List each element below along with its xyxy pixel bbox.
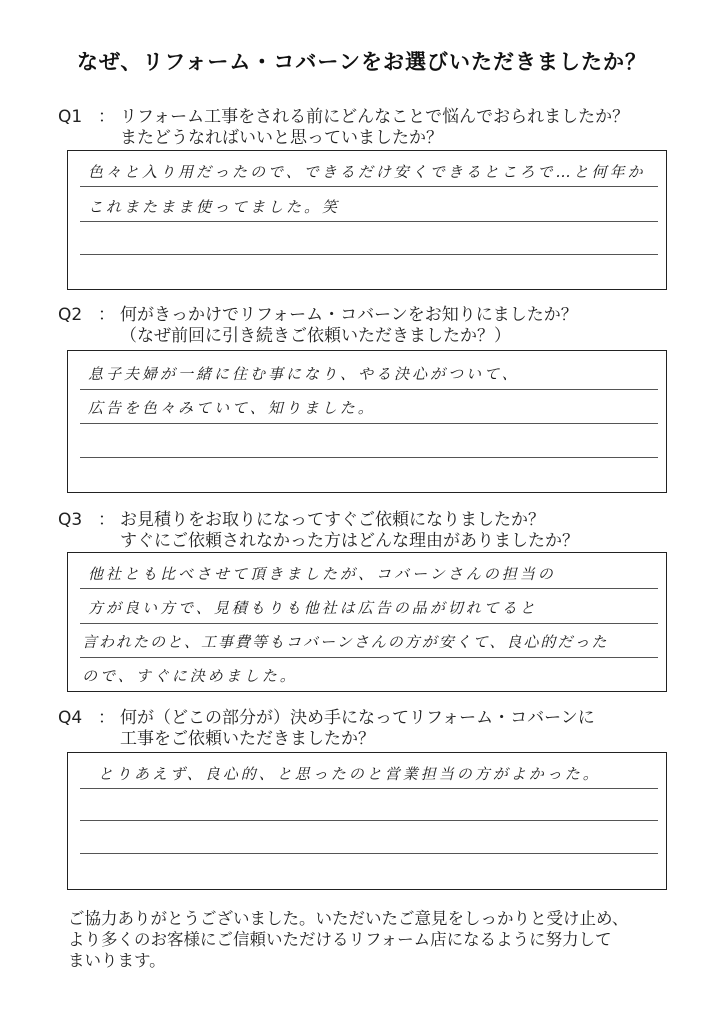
question-number: Q1 (58, 107, 83, 127)
question-number: Q4 (58, 708, 83, 728)
ruled-line (80, 820, 658, 821)
handwritten-answer-line: 方が良い方で、見積もりも他社は広告の品が切れてると (88, 599, 538, 617)
question-4 (58, 708, 595, 750)
question-text-line1: 何がきっかけでリフォーム・コバーンをお知りにましたか？ (120, 305, 578, 325)
question-text-line1: 何が（どこの部分が）決め手になってリフォーム・コバーンに (120, 708, 595, 728)
question-number: Q2 (58, 305, 83, 325)
question-colon: ： (98, 305, 115, 325)
handwritten-answer-line: 言われたのと、工事費等もコバーンさんの方が安くて、良心的だった (82, 633, 609, 651)
question-text-line2: すぐにご依頼されなかった方はどんな理由がありましたか？ (120, 531, 579, 551)
handwritten-answer-line: 色々と入り用だったので、できるだけ安くできるところで…と何年か (88, 163, 646, 181)
question-2 (58, 305, 578, 347)
question-colon: ： (98, 708, 115, 728)
handwritten-answer-line: 広告を色々みていて、知りました。 (88, 399, 376, 417)
ruled-line (80, 254, 658, 255)
answer-box-4 (67, 752, 667, 890)
ruled-line (80, 657, 658, 658)
answer-box-2 (67, 350, 667, 493)
answer-box-3 (67, 552, 667, 692)
answer-box-1 (67, 150, 667, 290)
ruled-line (80, 186, 658, 187)
closing-message-line1: ご協力ありがとうございました。いただいたご意見をしっかりと受け止め、 (68, 909, 629, 928)
closing-message-line2: より多くのお客様にご信頼いただけるリフォーム店になるように努力して (68, 930, 612, 949)
question-text-line2: またどうなればいいと思っていましたか？ (120, 128, 443, 148)
page-title: なぜ、リフォーム・コバーンをお選びいただきましたか？ (77, 50, 647, 74)
ruled-line (80, 788, 658, 789)
question-number: Q3 (58, 510, 83, 530)
ruled-line (80, 221, 658, 222)
handwritten-answer-line: 他社とも比べさせて頂きましたが、コバーンさんの担当の (88, 565, 556, 583)
ruled-line (80, 389, 658, 390)
question-text-line1: リフォーム工事をされる前にどんなことで悩んでおられましたか？ (120, 107, 630, 127)
question-text-line2: 工事をご依頼いただきましたか？ (120, 729, 375, 749)
ruled-line (80, 623, 658, 624)
ruled-line (80, 588, 658, 589)
ruled-line (80, 853, 658, 854)
handwritten-answer-line: 息子夫婦が一緒に住む事になり、やる決心がついて、 (88, 365, 520, 383)
question-3 (58, 510, 579, 552)
question-colon: ： (98, 510, 115, 530)
ruled-line (80, 457, 658, 458)
question-colon: ： (98, 107, 115, 127)
question-text-line1: お見積りをお取りになってすぐご依頼になりましたか？ (120, 510, 545, 530)
question-1 (58, 107, 629, 149)
handwritten-answer-line: これまたまま使ってました。笑 (88, 198, 341, 216)
closing-message (68, 908, 668, 971)
handwritten-answer-line: ので、すぐに決めました。 (82, 667, 298, 685)
question-text-line2: （なぜ前回に引き続きご依頼いただきましたか？） (120, 326, 511, 346)
handwritten-answer-line: とりあえず、良心的、と思ったのと営業担当の方がよかった。 (98, 765, 601, 783)
closing-message-line3: まいります。 (68, 951, 166, 970)
ruled-line (80, 423, 658, 424)
